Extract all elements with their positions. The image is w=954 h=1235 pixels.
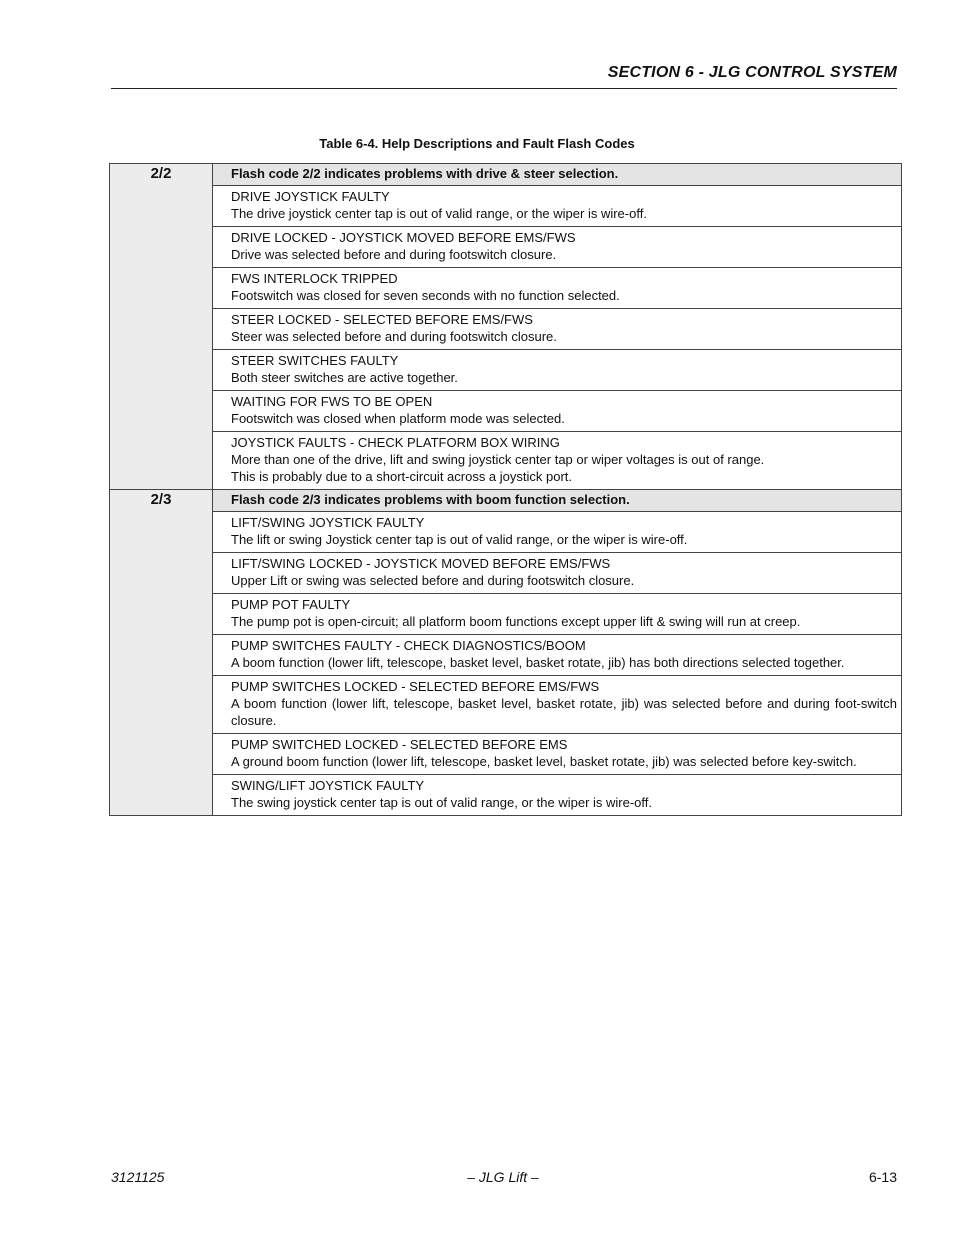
fault-row — [110, 309, 902, 350]
fault-row — [110, 594, 902, 635]
fault-title: JOYSTICK FAULTS - CHECK PLATFORM BOX WIRING — [231, 435, 560, 450]
fault-title: PUMP SWITCHED LOCKED - SELECTED BEFORE EMS — [231, 737, 568, 752]
fault-row — [110, 186, 902, 227]
fault-description: The lift or swing Joystick center tap is out of valid range, or the wiper is wire-off. — [231, 532, 688, 547]
header-divider — [111, 88, 897, 89]
fault-title: WAITING FOR FWS TO BE OPEN — [231, 394, 433, 409]
fault-row — [110, 635, 902, 676]
fault-row — [110, 432, 902, 490]
section-title: SECTION 6 - JLG CONTROL SYSTEM — [607, 64, 897, 81]
fault-description: Both steer switches are active together. — [231, 370, 458, 385]
fault-title: PUMP SWITCHES LOCKED - SELECTED BEFORE EMS/FWS — [231, 679, 600, 694]
fault-row — [110, 227, 902, 268]
fault-description: Drive was selected before and during footswitch closure. — [231, 247, 557, 262]
flash-code-cell: 2/3 — [110, 490, 213, 816]
fault-description: Steer was selected before and during footswitch closure. — [231, 329, 557, 344]
fault-title: DRIVE LOCKED - JOYSTICK MOVED BEFORE EMS/FWS — [231, 230, 576, 245]
fault-row — [110, 391, 902, 432]
fault-description: The swing joystick center tap is out of valid range, or the wiper is wire-off. — [231, 795, 653, 810]
fault-description: Footswitch was closed for seven seconds with no function selected. — [231, 288, 620, 303]
fault-description: More than one of the drive, lift and swing joystick center tap or wiper voltages is out of range. — [231, 452, 765, 467]
fault-title: PUMP POT FAULTY — [231, 597, 351, 612]
fault-row — [110, 350, 902, 391]
fault-description: The pump pot is open-circuit; all platform boom functions except upper lift & swing will run at creep. — [231, 614, 801, 629]
fault-row — [110, 268, 902, 309]
fault-description: A boom function (lower lift, telescope, basket level, basket rotate, jib) has both directions selected together. — [231, 655, 845, 670]
fault-title: PUMP SWITCHES FAULTY - CHECK DIAGNOSTICS/BOOM — [231, 638, 586, 653]
table-caption: Table 6-4. Help Descriptions and Fault Flash Codes — [319, 136, 635, 151]
fault-title: STEER LOCKED - SELECTED BEFORE EMS/FWS — [231, 312, 533, 327]
document-number: 3121125 — [111, 1169, 165, 1185]
group-summary-row — [110, 164, 902, 186]
fault-description: Footswitch was closed when platform mode was selected. — [231, 411, 565, 426]
fault-description-extra: This is probably due to a short-circuit across a joystick port. — [231, 469, 573, 484]
fault-row — [110, 553, 902, 594]
fault-row — [110, 676, 902, 734]
fault-title: DRIVE JOYSTICK FAULTY — [231, 189, 390, 204]
group-summary-row — [110, 490, 902, 512]
fault-description: A ground boom function (lower lift, telescope, basket level, basket rotate, jib) was selected before key-switch. — [231, 754, 857, 769]
group-summary: Flash code 2/2 indicates problems with drive & steer selection. — [213, 164, 902, 186]
fault-title: SWING/LIFT JOYSTICK FAULTY — [231, 778, 425, 793]
fault-title: LIFT/SWING JOYSTICK FAULTY — [231, 515, 425, 530]
fault-description: Upper Lift or swing was selected before and during footswitch closure. — [231, 573, 635, 588]
page-number: 6-13 — [868, 1169, 897, 1185]
fault-row — [110, 734, 902, 775]
fault-description: A boom function (lower lift, telescope, basket level, basket rotate, jib) was selected before and during foot-switch closure. — [231, 696, 897, 728]
fault-row — [110, 512, 902, 553]
fault-description: The drive joystick center tap is out of valid range, or the wiper is wire-off. — [231, 206, 647, 221]
publisher-label: – JLG Lift – — [467, 1169, 539, 1185]
fault-title: LIFT/SWING LOCKED - JOYSTICK MOVED BEFORE EMS/FWS — [231, 556, 611, 571]
fault-title: FWS INTERLOCK TRIPPED — [231, 271, 398, 286]
fault-row — [110, 775, 902, 816]
flash-code-cell: 2/2 — [110, 164, 213, 490]
group-summary: Flash code 2/3 indicates problems with boom function selection. — [213, 490, 902, 512]
fault-codes-table — [109, 163, 902, 816]
fault-title: STEER SWITCHES FAULTY — [231, 353, 399, 368]
